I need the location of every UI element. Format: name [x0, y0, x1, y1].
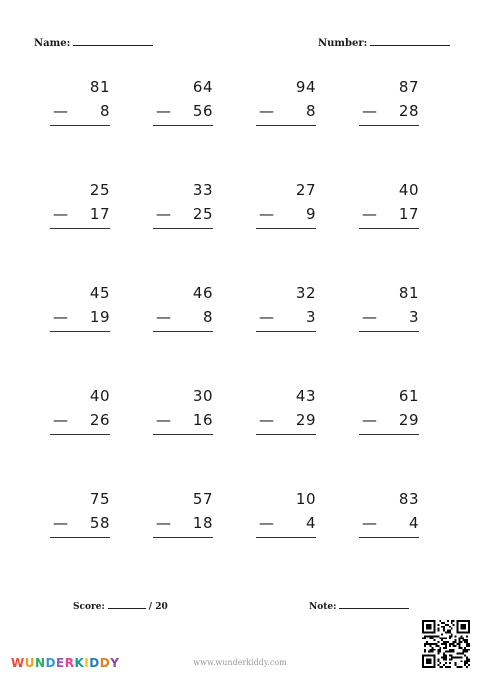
subtrahend: 56: [192, 102, 213, 120]
answer-line[interactable]: [153, 537, 213, 538]
answer-line[interactable]: [153, 125, 213, 126]
subtraction-problem: [153, 284, 213, 354]
logo-letter: I: [84, 656, 90, 670]
score-total: / 20: [148, 602, 168, 612]
minus-sign: —: [362, 411, 377, 429]
subtrahend: 19: [89, 308, 110, 326]
website-url: www.wunderkiddy.com: [193, 658, 287, 667]
subtrahend: 16: [192, 411, 213, 429]
minus-sign: —: [53, 514, 68, 532]
subtrahend: 17: [398, 205, 419, 223]
subtrahend: 3: [408, 308, 419, 326]
minus-sign: —: [156, 205, 171, 223]
minus-sign: —: [53, 102, 68, 120]
minuend: 33: [192, 181, 213, 199]
minuend: 40: [398, 181, 419, 199]
subtraction-problem: [50, 78, 110, 148]
subtraction-problem: [50, 387, 110, 457]
answer-line[interactable]: [256, 434, 316, 435]
minuend: 94: [295, 78, 316, 96]
minuend: 40: [89, 387, 110, 405]
subtraction-problem: [153, 181, 213, 251]
minuend: 46: [192, 284, 213, 302]
answer-line[interactable]: [50, 434, 110, 435]
subtraction-problem: [359, 78, 419, 148]
answer-line[interactable]: [359, 228, 419, 229]
subtraction-problem: [153, 387, 213, 457]
qr-code-icon: [422, 620, 470, 668]
subtraction-problem: [359, 387, 419, 457]
answer-line[interactable]: [256, 228, 316, 229]
name-label: Name:: [34, 38, 71, 49]
subtrahend: 4: [305, 514, 316, 532]
subtrahend: 17: [89, 205, 110, 223]
subtraction-problem: [153, 78, 213, 148]
minuend: 83: [398, 490, 419, 508]
note-blank[interactable]: [339, 608, 409, 609]
note-label: Note:: [309, 602, 337, 612]
answer-line[interactable]: [50, 125, 110, 126]
subtrahend: 58: [89, 514, 110, 532]
minus-sign: —: [259, 308, 274, 326]
subtrahend: 26: [89, 411, 110, 429]
subtraction-problem: [256, 181, 316, 251]
logo-letter: R: [64, 656, 75, 670]
subtraction-problem: [50, 490, 110, 560]
logo-letter: N: [35, 656, 46, 670]
minus-sign: —: [53, 308, 68, 326]
subtraction-problem: [359, 284, 419, 354]
minuend: 25: [89, 181, 110, 199]
subtrahend: 8: [202, 308, 213, 326]
minus-sign: —: [53, 205, 68, 223]
answer-line[interactable]: [50, 228, 110, 229]
minuend: 10: [295, 490, 316, 508]
score-blank[interactable]: [108, 608, 146, 609]
minuend: 57: [192, 490, 213, 508]
minuend: 32: [295, 284, 316, 302]
subtrahend: 25: [192, 205, 213, 223]
subtraction-problem: [256, 78, 316, 148]
logo-letter: Y: [110, 656, 120, 670]
subtrahend: 8: [305, 102, 316, 120]
minuend: 45: [89, 284, 110, 302]
answer-line[interactable]: [153, 228, 213, 229]
minuend: 61: [398, 387, 419, 405]
logo-letter: K: [74, 656, 85, 670]
answer-line[interactable]: [359, 331, 419, 332]
logo-letter: D: [89, 656, 100, 670]
logo-letter: W: [11, 656, 25, 670]
answer-line[interactable]: [359, 125, 419, 126]
score-label: Score:: [73, 602, 105, 612]
minus-sign: —: [156, 102, 171, 120]
subtrahend: 4: [408, 514, 419, 532]
minuend: 81: [89, 78, 110, 96]
minus-sign: —: [362, 102, 377, 120]
minus-sign: —: [259, 205, 274, 223]
logo-letter: E: [56, 656, 65, 670]
subtraction-problem: [359, 490, 419, 560]
subtrahend: 9: [305, 205, 316, 223]
subtraction-problem: [153, 490, 213, 560]
subtraction-problem: [256, 490, 316, 560]
answer-line[interactable]: [256, 125, 316, 126]
minus-sign: —: [53, 411, 68, 429]
minuend: 75: [89, 490, 110, 508]
subtraction-problem: [256, 284, 316, 354]
minus-sign: —: [259, 411, 274, 429]
minuend: 30: [192, 387, 213, 405]
logo-letter: D: [99, 656, 111, 670]
subtraction-problem: [359, 181, 419, 251]
answer-line[interactable]: [256, 331, 316, 332]
minus-sign: —: [156, 411, 171, 429]
minus-sign: —: [362, 205, 377, 223]
answer-line[interactable]: [153, 434, 213, 435]
subtrahend: 8: [99, 102, 110, 120]
answer-line[interactable]: [50, 331, 110, 332]
minuend: 27: [295, 181, 316, 199]
minus-sign: —: [259, 102, 274, 120]
subtrahend: 18: [192, 514, 213, 532]
minus-sign: —: [156, 308, 171, 326]
answer-line[interactable]: [359, 434, 419, 435]
note-field: [309, 602, 409, 612]
subtrahend: 3: [305, 308, 316, 326]
logo-letter: U: [24, 656, 35, 670]
minus-sign: —: [362, 308, 377, 326]
minuend: 81: [398, 284, 419, 302]
logo-letter: D: [45, 656, 57, 670]
minus-sign: —: [362, 514, 377, 532]
subtraction-problem: [50, 284, 110, 354]
answer-line[interactable]: [256, 537, 316, 538]
score-field: [73, 602, 168, 612]
answer-line[interactable]: [153, 331, 213, 332]
minuend: 64: [192, 78, 213, 96]
minus-sign: —: [156, 514, 171, 532]
minuend: 43: [295, 387, 316, 405]
answer-line[interactable]: [359, 537, 419, 538]
subtraction-problem: [50, 181, 110, 251]
minus-sign: —: [259, 514, 274, 532]
subtraction-problem: [256, 387, 316, 457]
subtrahend: 29: [295, 411, 316, 429]
answer-line[interactable]: [50, 537, 110, 538]
subtrahend: 29: [398, 411, 419, 429]
number-label: Number:: [318, 38, 368, 49]
minuend: 87: [398, 78, 419, 96]
subtrahend: 28: [398, 102, 419, 120]
